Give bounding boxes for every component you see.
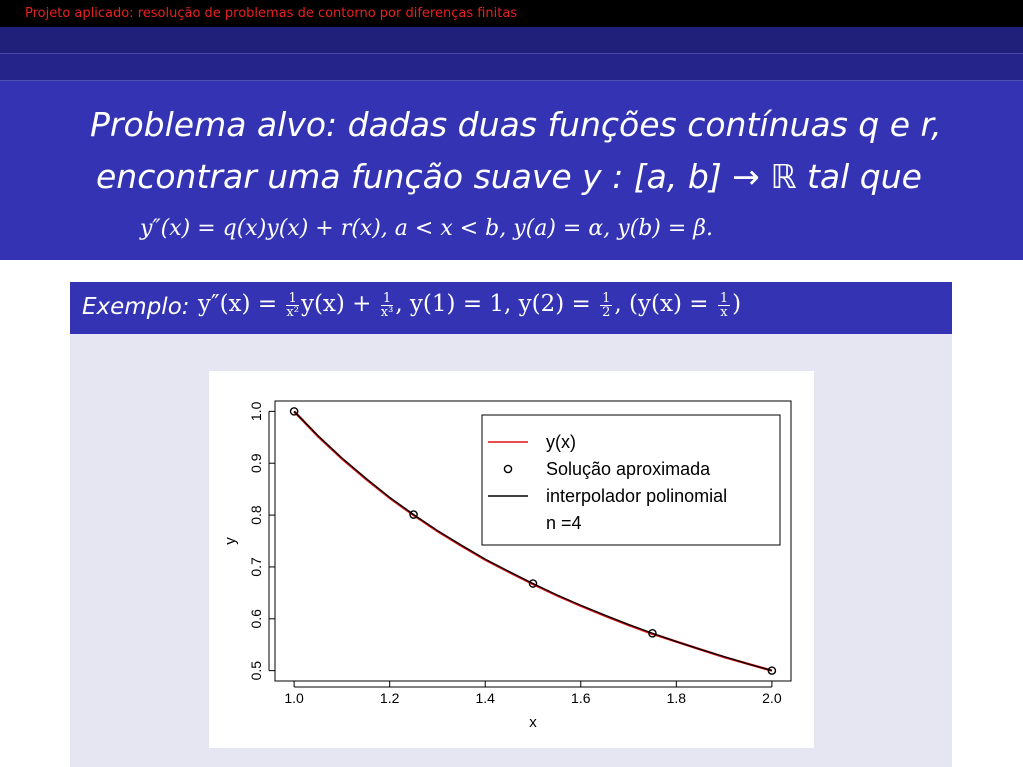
legend-box — [482, 415, 780, 545]
frac-den: x — [720, 304, 728, 320]
chart-legend — [482, 415, 780, 545]
frac-den: 2 — [602, 304, 611, 320]
problem-statement-line-1: Problema alvo: dadas duas funções contínuas q e r, — [90, 105, 942, 144]
frac-num: 1 — [719, 290, 729, 306]
x-tick-label: 1.0 — [284, 690, 304, 706]
fraction-1-over-x2 — [286, 292, 299, 319]
legend-entry: n =4 — [546, 513, 582, 533]
frac-den: x² — [286, 304, 299, 320]
slide-header-title: Projeto aplicado: resolução de problemas de contorno por diferenças finitas — [0, 0, 1023, 27]
legend-entry: y(x) — [546, 432, 576, 452]
plot-panel — [209, 371, 814, 748]
y-tick-label: 0.6 — [248, 609, 264, 629]
example-header — [70, 282, 952, 334]
eq-lhs: y″(x) = — [198, 291, 285, 317]
x-axis-label: x — [529, 714, 537, 731]
legend-entry: interpolador polinomial — [546, 486, 728, 506]
fraction-1-over-x — [718, 292, 730, 319]
x-tick-label: 2.0 — [762, 690, 782, 706]
x-tick-label: 1.4 — [475, 690, 495, 706]
problem-statement-block — [0, 81, 1023, 260]
navigation-bar-top — [0, 27, 1023, 54]
x-tick-label: 1.6 — [571, 690, 591, 706]
x-tick-label: 1.8 — [666, 690, 687, 706]
solution-chart — [209, 371, 814, 748]
frac-num: 1 — [286, 292, 299, 306]
fraction-1-over-2 — [600, 292, 612, 319]
frac-num: 1 — [381, 292, 394, 306]
y-tick-label: 0.7 — [248, 557, 264, 577]
y-tick-label: 1.0 — [248, 401, 264, 422]
eq-mid-3: , (y(x) = — [614, 291, 716, 317]
x-tick-label: 1.2 — [379, 690, 400, 706]
problem-statement-line-2: encontrar uma função suave y : [a, b] → ℝ tal que — [96, 157, 922, 196]
problem-equation: y″(x) = q(x)y(x) + r(x), a < x < b, y(a) = α, y(b) = β. — [140, 216, 714, 241]
navigation-bar-bottom — [0, 54, 1023, 81]
eq-mid-2: , y(1) = 1, y(2) = — [395, 291, 599, 317]
eq-mid-1: y(x) + — [300, 291, 379, 317]
y-tick-label: 0.8 — [248, 505, 264, 525]
frac-num: 1 — [602, 290, 611, 306]
y-tick-label: 0.5 — [248, 660, 264, 681]
fraction-1-over-x3 — [381, 292, 394, 319]
legend-entry: Solução aproximada — [546, 459, 711, 479]
example-block — [70, 282, 952, 767]
y-axis-label: y — [222, 537, 239, 545]
example-equation — [198, 291, 741, 319]
eq-end: ) — [732, 291, 742, 317]
example-label: Exemplo: — [82, 294, 190, 320]
frac-den: x³ — [380, 304, 394, 320]
y-tick-label: 0.9 — [248, 453, 264, 473]
